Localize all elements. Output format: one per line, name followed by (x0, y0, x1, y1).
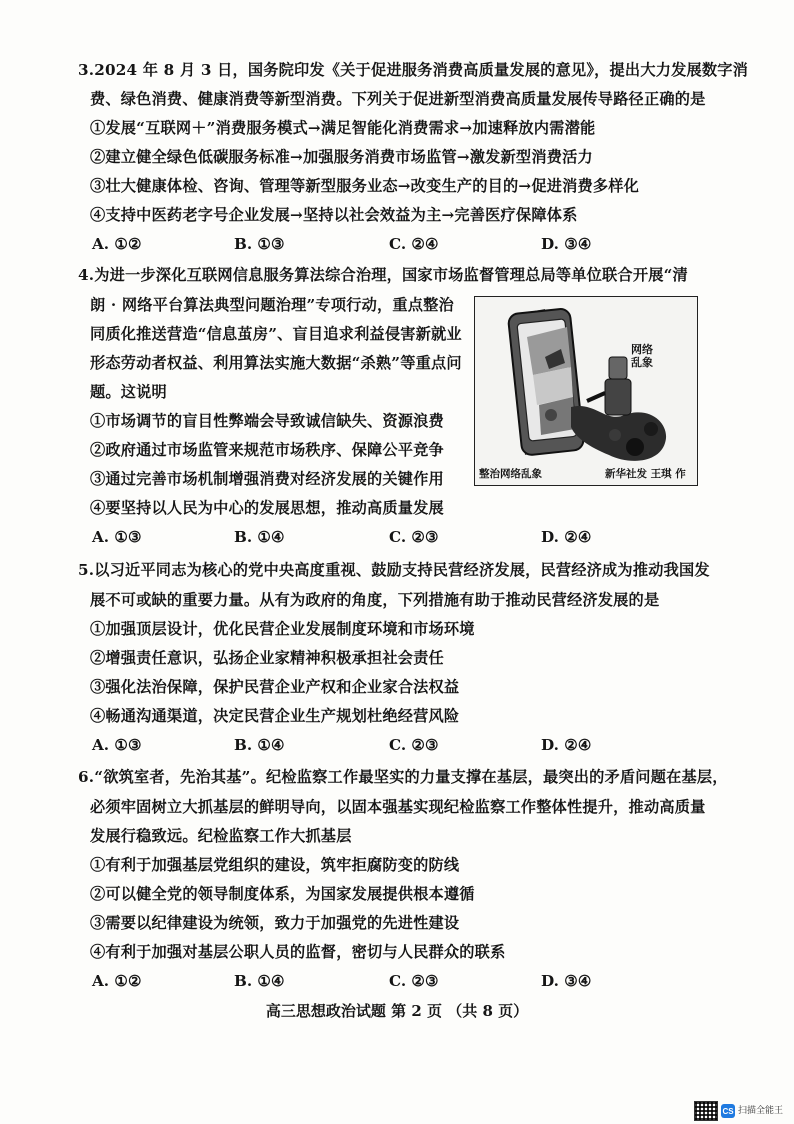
q3-choice-3: ③壮大健康体检、咨询、管理等新型服务业态→改变生产的目的→促进消费多样化 (90, 177, 640, 195)
q6-option-a[interactable]: A. ①② (92, 972, 142, 990)
q6-choice-3: ③需要以纪律建设为统领，致力于加强党的先进性建设 (90, 914, 460, 932)
cartoon-caption-credit: 新华社发 王琪 作 (605, 468, 686, 480)
q3-option-c[interactable]: C. ②④ (389, 235, 439, 253)
q3-stem-line-1: 3.2024 年 8 月 3 日，国务院印发《关于促进服务消费高质量发展的意见》，提出大力发展数字消 (78, 61, 749, 79)
q3-choice-1: ①发展“互联网＋”消费服务模式→满足智能化消费需求→加速释放内需潜能 (90, 119, 596, 137)
q4-choice-3: ③通过完善市场机制增强消费对经济发展的关键作用 (90, 470, 444, 488)
q3-choice-4: ④支持中医药老字号企业发展→坚持以社会效益为主→完善医疗保障体系 (90, 206, 578, 224)
q6-option-c[interactable]: C. ②③ (389, 972, 439, 990)
q6-option-d[interactable]: D. ③④ (541, 972, 592, 990)
q6-choice-1: ①有利于加强基层党组织的建设，筑牢拒腐防变的防线 (90, 856, 460, 874)
q4-stem-line-1: 4.为进一步深化互联网信息服务算法综合治理，国家市场监督管理总局等单位联合开展“清 (78, 266, 688, 284)
cartoon-caption-title: 整治网络乱象 (479, 468, 542, 480)
q4-choice-4: ④要坚持以人民为中心的发展思想，推动高质量发展 (90, 499, 444, 517)
q3-option-a[interactable]: A. ①② (92, 235, 142, 253)
q4-stem-line-2: 朗 · 网络平台算法典型问题治理”专项行动，重点整治 (90, 296, 454, 314)
q4-option-a[interactable]: A. ①③ (92, 528, 142, 546)
q6-choice-4: ④有利于加强对基层公职人员的监督，密切与人民群众的联系 (90, 943, 506, 961)
q5-stem-line-1: 5.以习近平同志为核心的党中央高度重视、鼓励支持民营经济发展，民营经济成为推动我国发 (78, 561, 710, 579)
cartoon-illustration (475, 297, 697, 485)
q4-choice-2: ②政府通过市场监管来规范市场秩序、保障公平竞争 (90, 441, 444, 459)
q3-choice-2: ②建立健全绿色低碳服务标准→加强服务消费市场监管→激发新型消费活力 (90, 148, 593, 166)
q3-option-b[interactable]: B. ①③ (234, 235, 285, 253)
q6-choice-2: ②可以健全党的领导制度体系，为国家发展提供根本遵循 (90, 885, 475, 903)
q5-stem-line-2: 展不可或缺的重要力量。从有为政府的角度，下列措施有助于推动民营经济发展的是 (90, 591, 660, 609)
q5-choice-4: ④畅通沟通渠道，决定民营企业生产规划杜绝经营风险 (90, 707, 460, 725)
q5-option-a[interactable]: A. ①③ (92, 736, 142, 754)
q4-option-c[interactable]: C. ②③ (389, 528, 439, 546)
q3-option-d[interactable]: D. ③④ (541, 235, 592, 253)
q5-choice-1: ①加强顶层设计，优化民营企业发展制度环境和市场环境 (90, 620, 475, 638)
q6-stem-line-1: 6.“欲筑室者，先治其基”。纪检监察工作最坚实的力量支撑在基层，最突出的矛盾问题在基层， (78, 768, 728, 786)
q4-stem-line-4: 形态劳动者权益、利用算法实施大数据“杀熟”等重点问 (90, 354, 462, 372)
q5-option-c[interactable]: C. ②③ (389, 736, 439, 754)
q5-option-d[interactable]: D. ②④ (541, 736, 592, 754)
q4-option-d[interactable]: D. ②④ (541, 528, 592, 546)
q4-option-b[interactable]: B. ①④ (234, 528, 285, 546)
q6-stem-line-2: 必须牢固树立大抓基层的鲜明导向，以固本强基实现纪检监察工作整体性提升，推动高质量 (90, 798, 706, 816)
q4-stem-line-3: 同质化推送营造“信息茧房”、盲目追求利益侵害新就业 (90, 325, 462, 343)
qr-code-icon (694, 1101, 718, 1121)
q6-option-b[interactable]: B. ①④ (234, 972, 285, 990)
q4-stem-line-5: 题。这说明 (90, 383, 167, 401)
cartoon-figure (474, 296, 698, 486)
q6-stem-line-3: 发展行稳致远。纪检监察工作大抓基层 (90, 827, 352, 845)
q3-stem-line-2: 费、绿色消费、健康消费等新型消费。下列关于促进新型消费高质量发展传导路径正确的是 (90, 90, 706, 108)
scanner-label: 扫描全能王 (738, 1106, 784, 1116)
page-footer: 高三思想政治试题 第 2 页 （共 8 页） (265, 1002, 529, 1020)
q5-choice-2: ②增强责任意识，弘扬企业家精神积极承担社会责任 (90, 649, 444, 667)
q5-choice-3: ③强化法治保障，保护民营企业产权和企业家合法权益 (90, 678, 460, 696)
cartoon-label: 网络乱象 (631, 343, 653, 369)
q5-option-b[interactable]: B. ①④ (234, 736, 285, 754)
q4-choice-1: ①市场调节的盲目性弊端会导致诚信缺失、资源浪费 (90, 412, 444, 430)
scanner-watermark (694, 1102, 788, 1120)
camscanner-logo-icon: CS (721, 1104, 735, 1118)
